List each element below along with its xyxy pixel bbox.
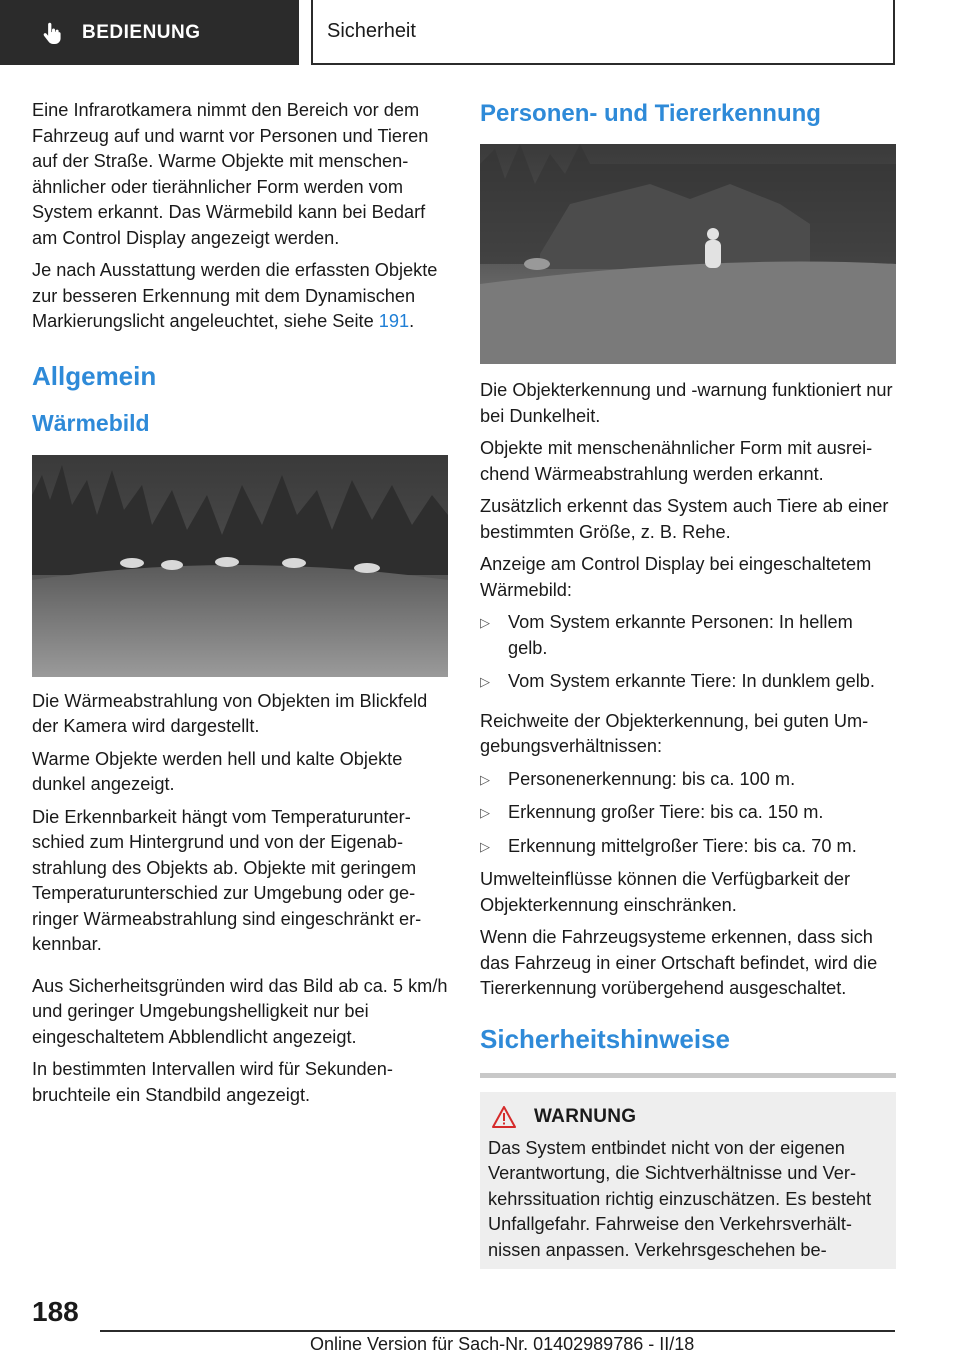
- list-item: ▷ Vom System erkannte Tiere: In dunklem gelb.: [480, 669, 896, 695]
- thermal-image-animals: [32, 455, 448, 677]
- paragraph-tiere: Zusätzlich erkennt das System auch Tiere ab einer bestimmten Größe, z. B. Rehe.: [480, 496, 889, 542]
- page-number: 188: [32, 1296, 79, 1327]
- paragraph-menschenaehnlich: Objekte mit menschenähnlicher Form mit ausreichend Wärmeabstrahlung werden erkannt.: [480, 438, 873, 484]
- paragraph-waermeabstrahlung: Die Wärmeabstrahlung von Objekten im Blickfeld der Kamera wird dargestellt.: [32, 690, 428, 736]
- heading-waermebild: Wärmebild: [32, 409, 150, 436]
- paragraph-standbild: In bestimmten Intervallen wird für Sekundenbruchteile ein Standbild angezeigt.: [32, 1059, 393, 1105]
- footer-line: [100, 1330, 895, 1332]
- divider: [480, 1073, 896, 1078]
- list-anzeige: [480, 610, 896, 695]
- intro-paragraph: Eine Infrarotkamera nimmt den Bereich vor dem Fahrzeug auf und warnt vor Personen und Tieren auf der Straße. Warme Objekte mit menschenähnlicher oder tierähnlicher Form werden vom System erkannt. Das Wärmebild kann bei Bedarf am Control Display angezeigt werden.: [32, 100, 429, 248]
- page-link-191[interactable]: 191: [378, 311, 410, 331]
- list-item: ▷ Vom System erkannte Personen: In hellem gelb.: [480, 610, 896, 661]
- heading-allgemein: Allgemein: [32, 360, 157, 391]
- paragraph-ortschaft: Wenn die Fahrzeugsysteme erkennen, dass sich das Fahrzeug in einer Ortschaft befindet, wird die Tiererkennung vorübergehend ausgeschaltet.: [480, 927, 878, 998]
- intro-paragraph-2: [32, 258, 448, 335]
- left-column: [32, 98, 448, 1115]
- thermal-image-person: [480, 144, 896, 364]
- intro-end: .: [409, 311, 415, 331]
- warning-title: WARNUNG: [534, 1105, 637, 1127]
- warning-text: Das System entbindet nicht von der eigenen Verantwortung, die Sichtverhältnisse und Verkehrssituation richtig einzuschätzen. Es besteht Unfallgefahr. Fahrweise den Verkehrsverhältnissen anpassen. Verkehrsgeschehen be-: [488, 1137, 872, 1260]
- intro-text: Je nach Ausstattung werden die erfassten Objekte zur besseren Erkennung mit dem Dynamischen Markierungslicht angeleuchtet, siehe Seite: [32, 260, 438, 331]
- list-item: ▷ Erkennung mittelgroßer Tiere: bis ca. 70 m.: [480, 834, 896, 860]
- chapter-tab: [311, 0, 895, 65]
- paragraph-sicherheitsgruende: Aus Sicherheitsgründen wird das Bild ab ca. 5 km/h und geringer Umgebungshelligkeit nur bei eingeschaltetem Abblendlicht angezeigt.: [32, 975, 448, 1047]
- list-reichweite: [480, 767, 896, 860]
- warning-header: [488, 1106, 888, 1128]
- section-title: BEDIENUNG: [82, 21, 201, 43]
- paragraph-dunkelheit: Die Objekterkennung und -warnung funktioniert nur bei Dunkelheit.: [480, 380, 893, 426]
- paragraph-erkennbarkeit: Die Erkennbarkeit hängt vom Temperaturunterschied zum Hintergrund und von der Eigenabstrahlung des Objekts ab. Objekte mit geringem Temperaturunterschied zur Umgebung oder geringer Wärmeabstrahlung sind eingeschränkt erkennbar.: [32, 806, 422, 954]
- hand-pointer-icon: [40, 20, 66, 46]
- paragraph-warme-objekte: Warme Objekte werden hell und kalte Objekte dunkel angezeigt.: [32, 748, 403, 794]
- footer-online-version: Online Version für Sach-Nr. 01402989786 - II/18: [310, 1334, 695, 1354]
- right-column: [480, 100, 896, 1269]
- section-tab: [0, 0, 299, 65]
- warning-box: [480, 1092, 896, 1270]
- warning-triangle-icon: [492, 1106, 516, 1128]
- paragraph-reichweite: Reichweite der Objekterkennung, bei guten Umgebungsverhältnissen:: [480, 710, 869, 756]
- chapter-title: Sicherheit: [327, 20, 416, 42]
- paragraph-anzeige: Anzeige am Control Display bei eingeschaltetem Wärmebild:: [480, 554, 872, 600]
- heading-sicherheitshinweise: Sicherheitshinweise: [480, 1023, 730, 1054]
- list-item: ▷ Personenerkennung: bis ca. 100 m.: [480, 767, 896, 793]
- paragraph-umwelteinfluesse: Umwelteinflüsse können die Verfügbarkeit der Objekterkennung einschränken.: [480, 869, 851, 915]
- list-item: ▷ Erkennung großer Tiere: bis ca. 150 m.: [480, 800, 896, 826]
- heading-personen-tiererkennung: Personen- und Tiererkennung: [480, 100, 821, 127]
